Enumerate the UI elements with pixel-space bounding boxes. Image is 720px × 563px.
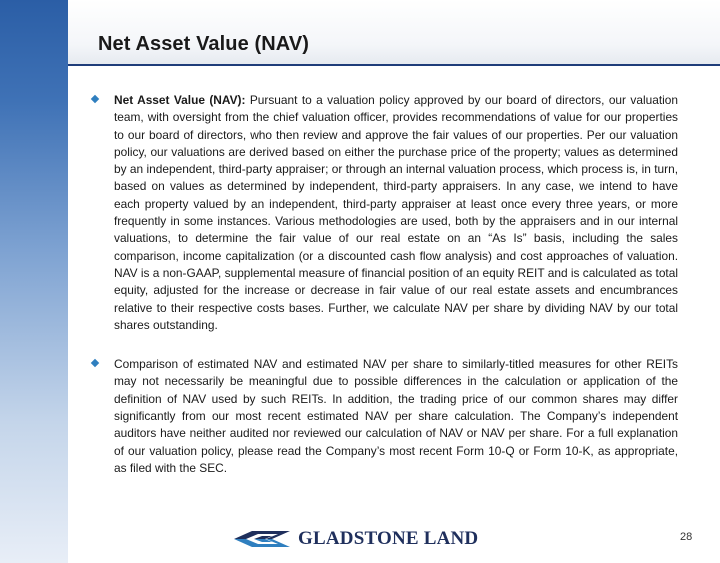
diamond-bullet-icon — [91, 359, 99, 367]
diamond-bullet-icon — [91, 95, 99, 103]
bullet-paragraph — [114, 356, 678, 477]
bullet-lead-label: Net Asset Value (NAV): — [114, 93, 246, 107]
gladstone-logo-icon — [232, 529, 292, 549]
page-number: 28 — [680, 531, 693, 543]
bullet-item-nav-comparison — [92, 356, 678, 477]
title-divider — [68, 64, 720, 66]
left-accent-bar — [0, 0, 68, 563]
bullet-item-nav-definition — [92, 92, 678, 334]
bullet-text: Comparison of estimated NAV and estimated NAV per share to similarly-titled measures for other REITs may not necessarily be meaningful due to possible differences in the calculation or application of the definition of NAV used by such REITs. In addition, the trading price of our common shares may differ significantly from our most recent estimated NAV per share calculation. The Company’s independent auditors have neither audited nor reviewed our calculation of NAV or NAV per share. For a full explanation of our valuation policy, please read the Company’s most recent Form 10-Q or Form 10-K, as appropriate, as filed with the SEC. — [114, 357, 678, 475]
page-title: Net Asset Value (NAV) — [98, 33, 310, 55]
content-body — [92, 92, 678, 499]
logo-wordmark: GLADSTONE LAND — [298, 528, 479, 549]
bullet-paragraph — [114, 92, 678, 334]
bullet-text: Pursuant to a valuation policy approved by our board of directors, our valuation team, with oversight from the chief valuation officer, provides recommendations of value for our properties to our board of directors, who then review and approve the fair values of our properties. Per our valuation policy, our valuations are derived based on either the purchase price of the property; values as determined by an independent, third-party appraiser; or through an internal valuation process, which process is, in turn, based on values as determined by independent, third-party appraisers. In any case, we intend to have each property valued by an independent, third-party appraiser at least once every three years, or more frequently in some instances. Various methodologies are used, both by the appraisers and in our internal valuations, to determine the fair value of our real estate on an “As Is” basis, including the sales comparison, income capitalization (or a discounted cash flow analysis) and cost approaches of valuation. NAV is a non-GAAP, supplemental measure of financial position of an equity REIT and is calculated as total equity, adjusted for the increase or decrease in fair value of our real estate assets and encumbrances relative to their respective costs bases. Further, we calculate NAV per share by dividing NAV by our total shares outstanding. — [114, 93, 678, 332]
company-logo — [232, 527, 492, 553]
